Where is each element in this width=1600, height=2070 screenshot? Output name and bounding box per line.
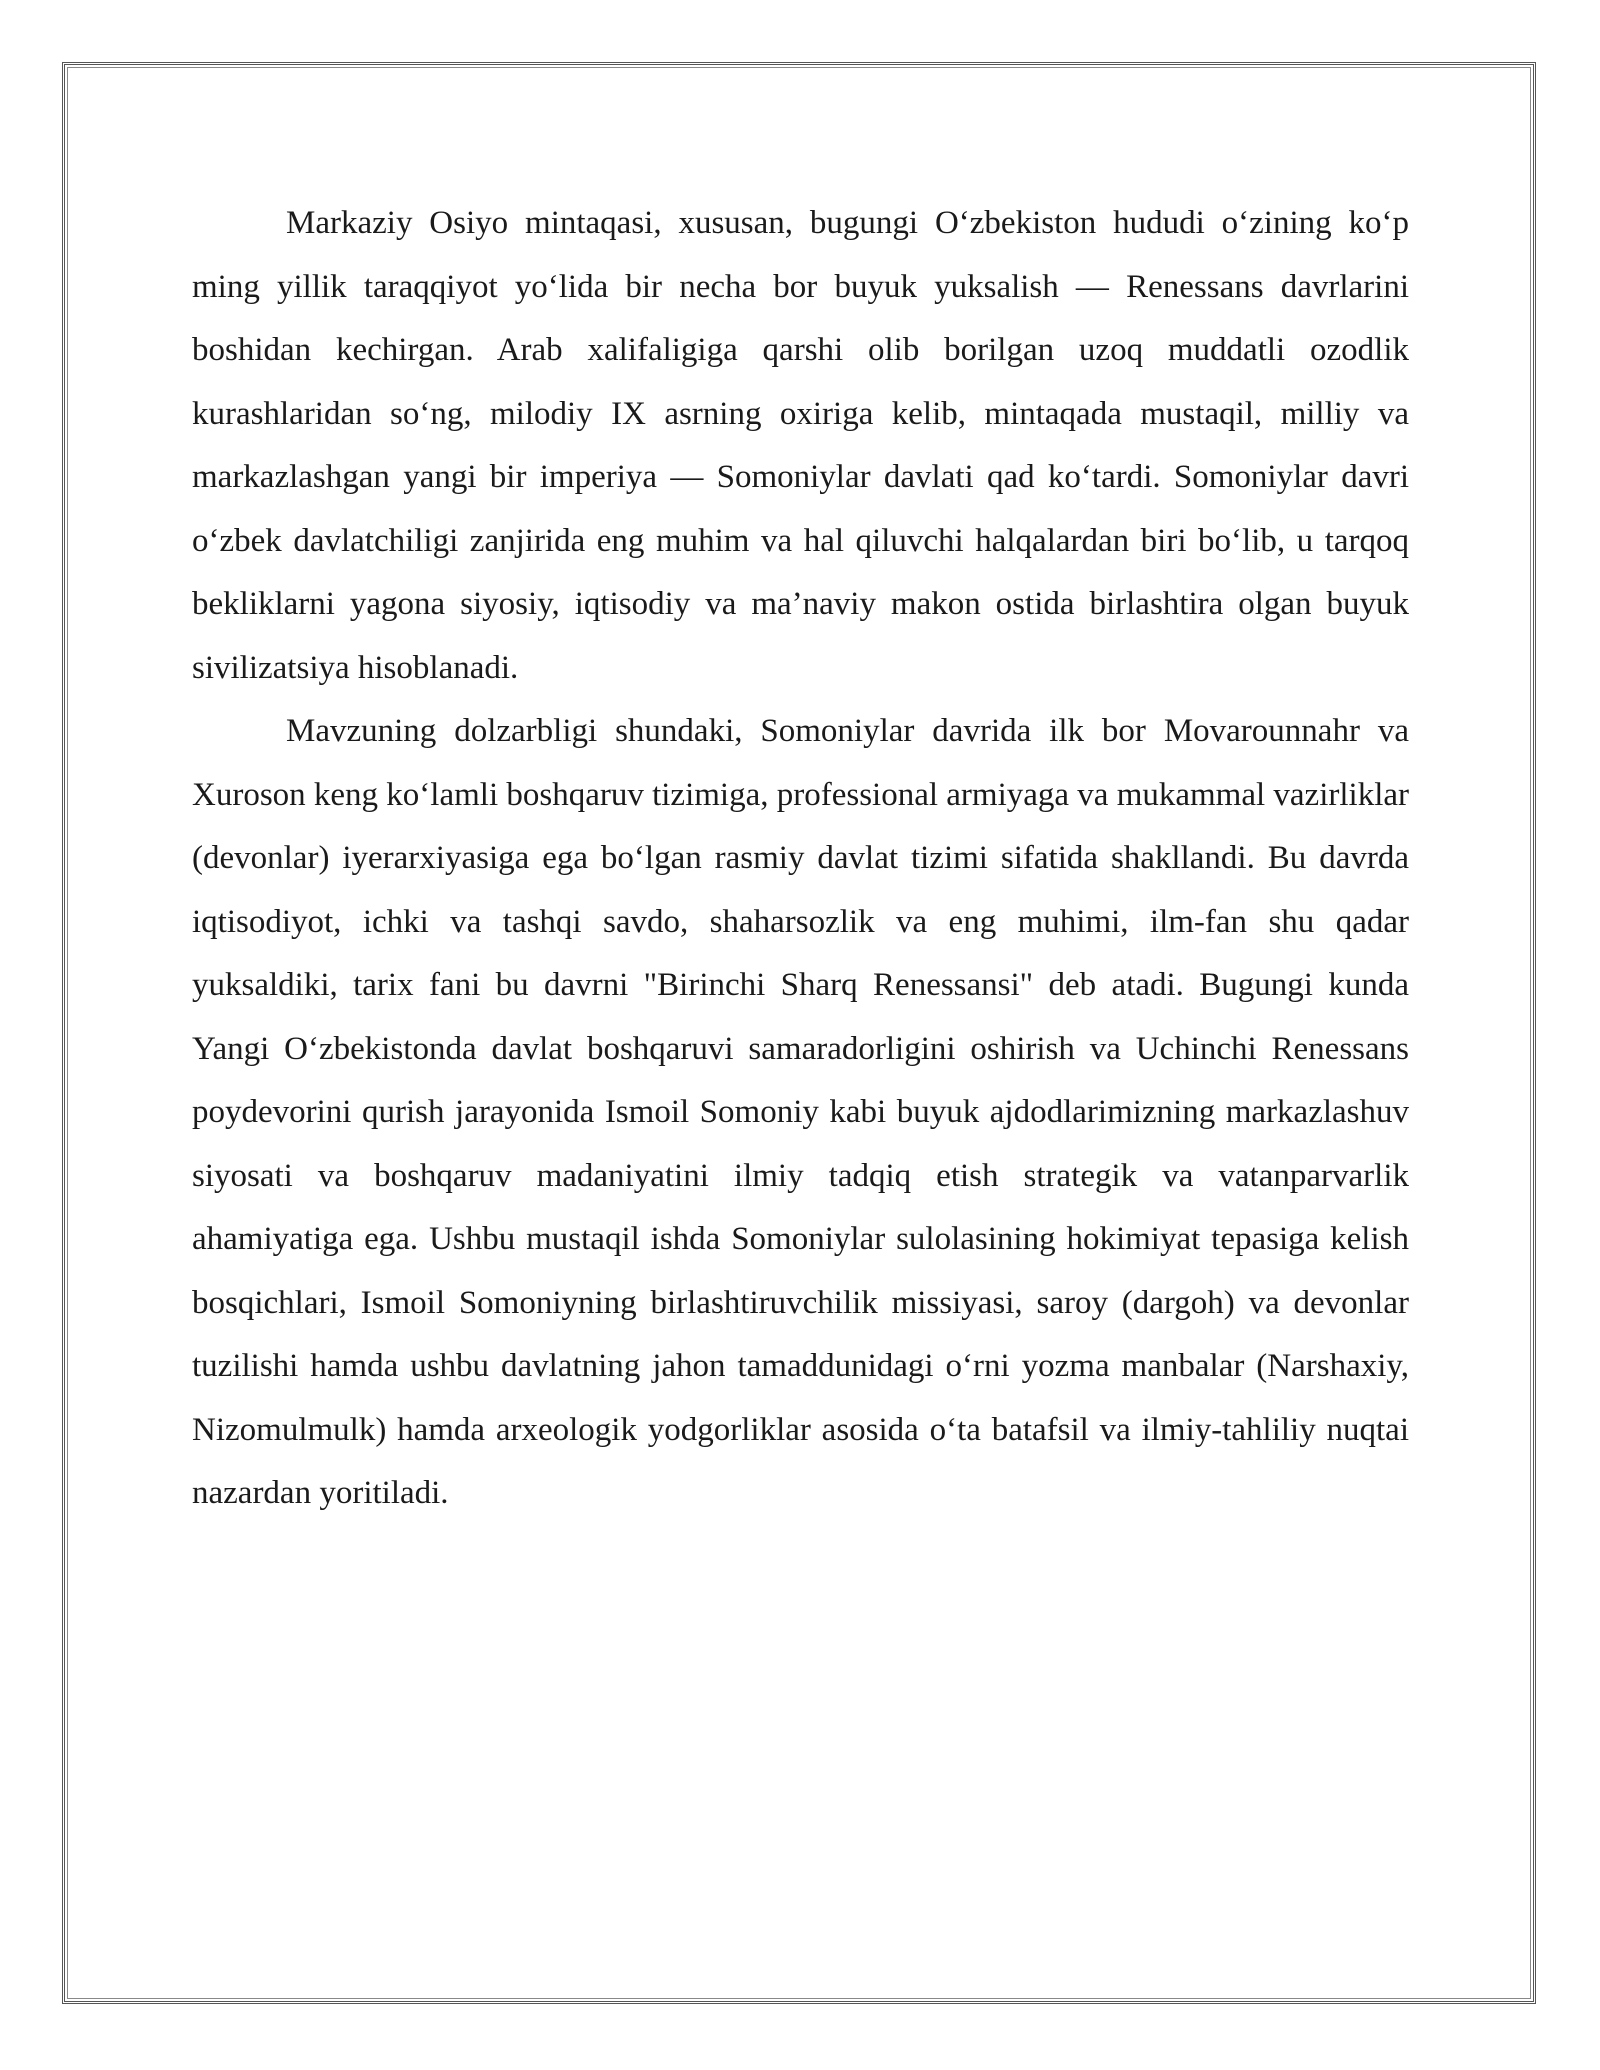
paragraph-relevance: Mavzuning dolzarbligi shundaki, Somoniylar davrida ilk bor Movarounnahr va Xuroson keng ko‘lamli boshqaruv tizimiga, professional armiyaga va mukammal vazirliklar (devonlar) iyerarxiyasiga ega bo‘lgan rasmiy davlat tizimi sifatida shakllandi. Bu davrda iqtisodiyot, ichki va tashqi savdo, shaharsozlik va eng muhimi, ilm-fan shu qadar yuksaldiki, tarix fani bu davrni "Birinchi Sharq Renessansi" deb atadi. Bugungi kunda Yangi O‘zbekistonda davlat boshqaruvi samaradorligini oshirish va Uchinchi Renessans poydevorini qurish jarayonida Ismoil Somoniy kabi buyuk ajdodlarimizning markazlashuv siyosati va boshqaruv madaniyatini ilmiy tadqiq etish strategik va vatanparvarlik ahamiyatiga ega. Ushbu mustaqil ishda Somoniylar sulolasining hokimiyat tepasiga kelish bosqichlari, Ismoil Somoniyning birlashtiruvchilik missiyasi, saroy (dargoh) va devonlar tuzilishi hamda ushbu davlatning jahon tamaddunidagi o‘rni yozma manbalar (Narshaxiy, Nizomulmulk) hamda arxeologik yodgorliklar asosida o‘ta batafsil va ilmiy-tahliliy nuqtai nazardan yoritiladi. [192,713,1410,1511]
document-body [192,192,1409,1526]
paragraph-intro: Markaziy Osiyo mintaqasi, xususan, bugungi O‘zbekiston hududi o‘zining ko‘p ming yillik taraqqiyot yo‘lida bir necha bor buyuk yuksalish — Renessans davrlarini boshidan kechirgan. Arab xalifaligiga qarshi olib borilgan uzoq muddatli ozodlik kurashlaridan so‘ng, milodiy IX asrning oxiriga kelib, mintaqada mustaqil, milliy va markazlashgan yangi bir imperiya — Somoniylar davlati qad ko‘tardi. Somoniylar davri o‘zbek davlatchiligi zanjirida eng muhim va hal qiluvchi halqalardan biri bo‘lib, u tarqoq bekliklarni yagona siyosiy, iqtisodiy va ma’naviy makon ostida birlashtira olgan buyuk sivilizatsiya hisoblanadi. [192,205,1409,686]
document-page [62,62,1536,2004]
